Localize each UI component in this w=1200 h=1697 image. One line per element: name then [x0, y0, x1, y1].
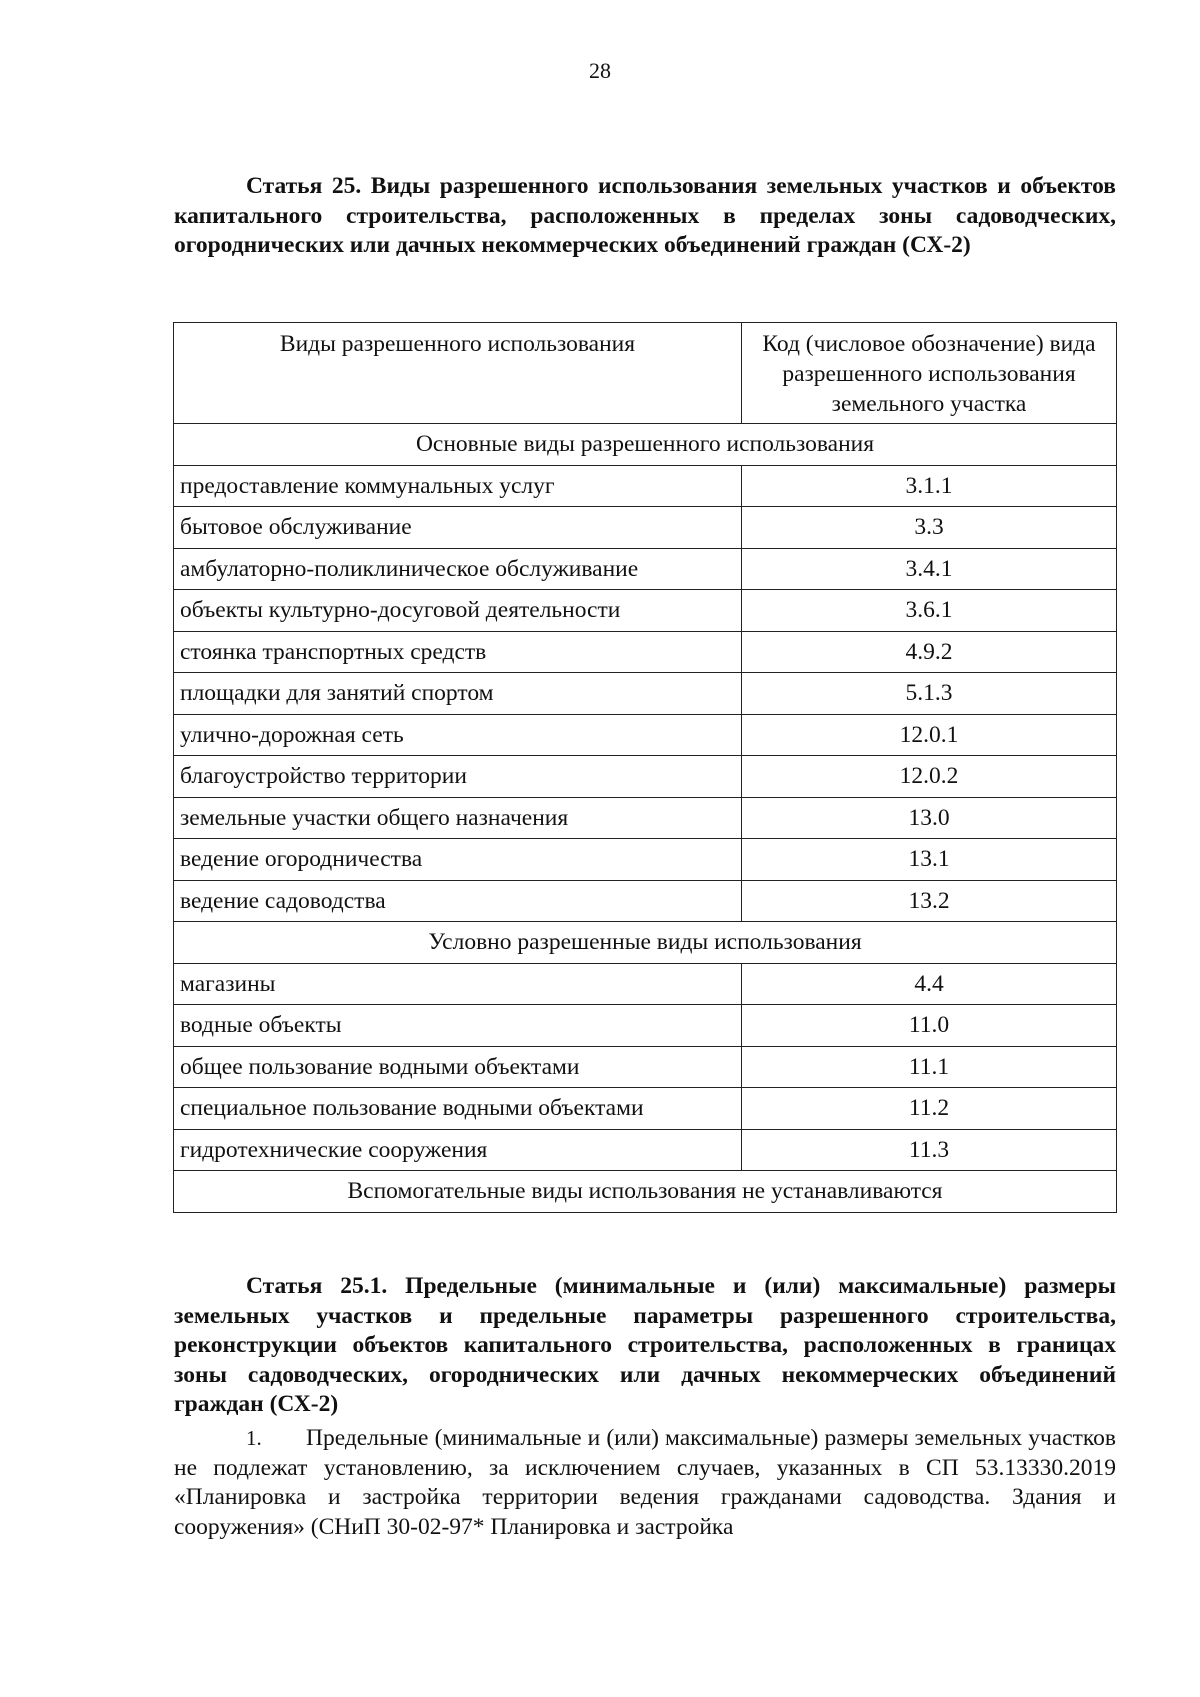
- table-row: [174, 548, 1117, 590]
- article-25-heading: Статья 25. Виды разрешенного использования земельных участков и объектов капитального строительства, расположенных в пределах зоны садоводческих, огороднических или дачных некоммерческих объединений граждан (СХ-2): [174, 173, 1116, 258]
- use-cell: ведение садоводства: [174, 880, 742, 922]
- code-cell: 11.2: [742, 1088, 1117, 1130]
- table-row: [174, 1129, 1117, 1171]
- permitted-uses-table: [173, 322, 1117, 1213]
- code-cell: 4.4: [742, 963, 1117, 1005]
- code-cell: 13.1: [742, 839, 1117, 881]
- use-cell: объекты культурно-досуговой деятельности: [174, 590, 742, 632]
- use-cell: площадки для занятий спортом: [174, 673, 742, 715]
- main-section-title: Основные виды разрешенного использования: [174, 424, 1117, 466]
- page-number: 28: [589, 58, 611, 83]
- article-25-1-heading: Статья 25.1. Предельные (минимальные и (или) максимальные) размеры земельных участков и предельные параметры разрешенного строительства, реконструкции объектов капитального строительства, расположенных в границах зоны садоводческих, огороднических или дачных некоммерческих объединений граждан (СХ-2): [174, 1273, 1116, 1417]
- use-cell: амбулаторно-поликлиническое обслуживание: [174, 548, 742, 590]
- code-cell: 3.3: [742, 507, 1117, 549]
- conditional-section-row: [174, 922, 1117, 964]
- item-number: 1.: [246, 1426, 262, 1450]
- header-code-cell: Код (числовое обозначение) вида разрешенного использования земельного участка: [742, 323, 1117, 424]
- table-row: [174, 714, 1117, 756]
- code-cell: 11.0: [742, 1005, 1117, 1047]
- code-cell: 13.0: [742, 797, 1117, 839]
- table-row: [174, 465, 1117, 507]
- code-cell: 13.2: [742, 880, 1117, 922]
- table-header-row: [174, 323, 1117, 424]
- table-row: [174, 631, 1117, 673]
- code-cell: 3.6.1: [742, 590, 1117, 632]
- table-row: [174, 963, 1117, 1005]
- code-cell: 3.1.1: [742, 465, 1117, 507]
- table-row: [174, 839, 1117, 881]
- use-cell: улично-дорожная сеть: [174, 714, 742, 756]
- use-cell: земельные участки общего назначения: [174, 797, 742, 839]
- header-use-cell: Виды разрешенного использования: [174, 323, 742, 424]
- use-cell: гидротехнические сооружения: [174, 1129, 742, 1171]
- code-cell: 12.0.1: [742, 714, 1117, 756]
- table-row: [174, 1005, 1117, 1047]
- table-row: [174, 756, 1117, 798]
- use-cell: благоустройство территории: [174, 756, 742, 798]
- use-cell: предоставление коммунальных услуг: [174, 465, 742, 507]
- code-cell: 11.1: [742, 1046, 1117, 1088]
- table-row: [174, 1046, 1117, 1088]
- code-cell: 3.4.1: [742, 548, 1117, 590]
- use-cell: стоянка транспортных средств: [174, 631, 742, 673]
- table-row: [174, 880, 1117, 922]
- use-cell: магазины: [174, 963, 742, 1005]
- code-cell: 5.1.3: [742, 673, 1117, 715]
- auxiliary-note: Вспомогательные виды использования не устанавливаются: [174, 1171, 1117, 1213]
- use-cell: ведение огородничества: [174, 839, 742, 881]
- use-cell: общее пользование водными объектами: [174, 1046, 742, 1088]
- table-row: [174, 673, 1117, 715]
- code-cell: 12.0.2: [742, 756, 1117, 798]
- code-cell: 4.9.2: [742, 631, 1117, 673]
- conditional-section-title: Условно разрешенные виды использования: [174, 922, 1117, 964]
- table-row: [174, 797, 1117, 839]
- auxiliary-note-row: [174, 1171, 1117, 1213]
- table-row: [174, 507, 1117, 549]
- article-25-1-paragraph: [174, 1424, 1116, 1542]
- use-cell: водные объекты: [174, 1005, 742, 1047]
- table-row: [174, 1088, 1117, 1130]
- main-section-row: [174, 424, 1117, 466]
- use-cell: специальное пользование водными объектами: [174, 1088, 742, 1130]
- code-cell: 11.3: [742, 1129, 1117, 1171]
- item-text: Предельные (минимальные и (или) максимальные) размеры земельных участков не подлежат установлению, за исключением случаев, указанных в СП 53.13330.2019 «Планировка и застройка территории ведения гражданами садоводства. Здания и сооружения» (СНиП 30-02-97* Планировка и застройка: [174, 1425, 1116, 1540]
- use-cell: бытовое обслуживание: [174, 507, 742, 549]
- table-row: [174, 590, 1117, 632]
